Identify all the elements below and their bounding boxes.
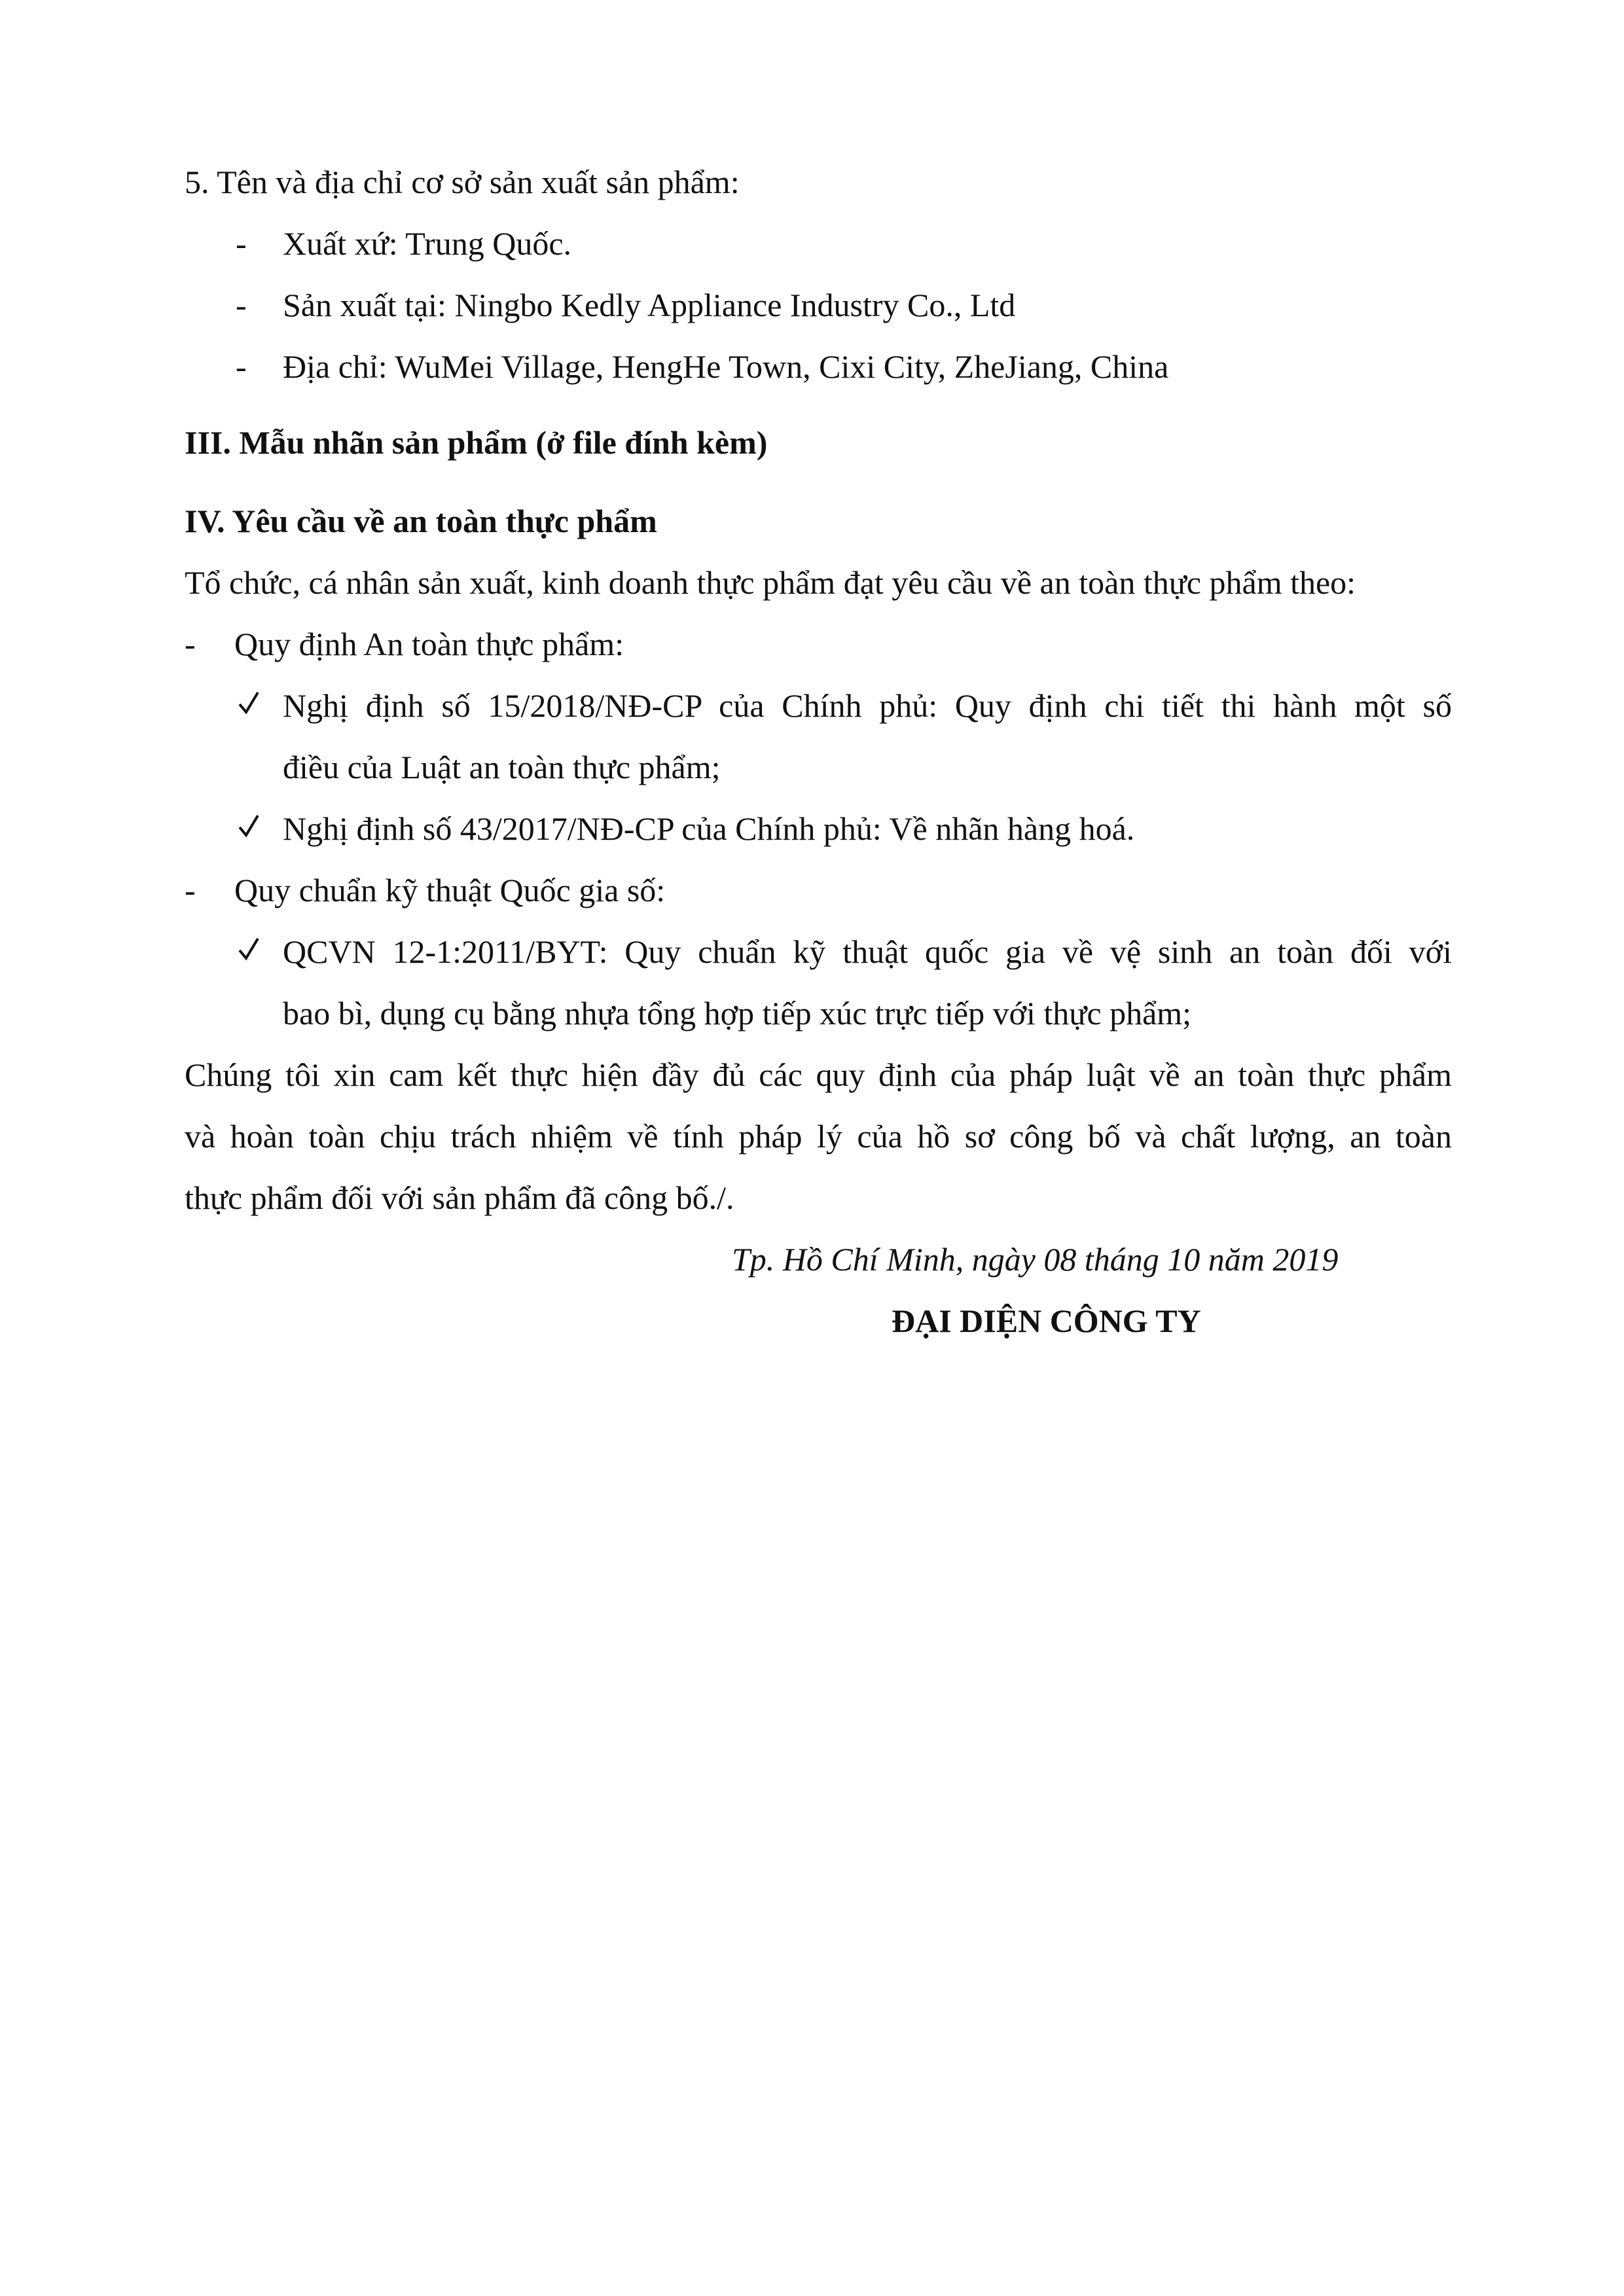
commitment-line3: thực phẩm đối với sản phẩm đã công bố./. <box>185 1179 734 1216</box>
check-mark-icon <box>238 690 259 716</box>
food-safety-regulation-label: Quy định An toàn thực phẩm: <box>234 626 624 662</box>
commitment-line1: Chúng tôi xin cam kết thực hiện đầy đủ các quy định của pháp luật về an toàn thực phẩm <box>185 1056 1452 1093</box>
bullet-dash: - <box>236 225 247 262</box>
company-representative-title: ĐẠI DIỆN CÔNG TY <box>892 1302 1201 1339</box>
bullet-dash: - <box>236 287 247 323</box>
origin-item: Xuất xứ: Trung Quốc. <box>283 225 572 262</box>
place-date: Tp. Hồ Chí Minh, ngày 08 tháng 10 năm 2019 <box>732 1241 1339 1278</box>
section3-heading: III. Mẫu nhãn sản phẩm (ở file đính kèm) <box>185 424 768 461</box>
address-item: Địa chỉ: WuMei Village, HengHe Town, Cixi City, ZheJiang, China <box>283 348 1169 385</box>
manufacturer-item: Sản xuất tại: Ningbo Kedly Appliance Industry Co., Ltd <box>283 287 1016 323</box>
section4-intro: Tổ chức, cá nhân sản xuất, kinh doanh thực phẩm đạt yêu cầu về an toàn thực phẩm theo: <box>185 564 1356 601</box>
decree-15-line2: điều của Luật an toàn thực phẩm; <box>283 749 721 785</box>
section5-heading: 5. Tên và địa chỉ cơ sở sản xuất sản phẩm: <box>185 164 740 200</box>
check-mark-icon <box>238 936 259 962</box>
technical-regulation-label: Quy chuẩn kỹ thuật Quốc gia số: <box>234 872 666 908</box>
bullet-dash: - <box>236 348 247 385</box>
section4-heading: IV. Yêu cầu về an toàn thực phẩm <box>185 503 657 539</box>
check-mark-icon <box>238 813 259 839</box>
commitment-line2: và hoàn toàn chịu trách nhiệm về tính pháp lý của hồ sơ công bố và chất lượng, an toàn <box>185 1118 1452 1155</box>
qcvn-line1: QCVN 12-1:2011/BYT: Quy chuẩn kỹ thuật quốc gia về vệ sinh an toàn đối với <box>283 933 1452 970</box>
decree-43-line1: Nghị định số 43/2017/NĐ-CP của Chính phủ: Về nhãn hàng hoá. <box>283 810 1135 847</box>
bullet-dash: - <box>185 872 196 908</box>
qcvn-line2: bao bì, dụng cụ bằng nhựa tổng hợp tiếp xúc trực tiếp với thực phẩm; <box>283 995 1192 1031</box>
bullet-dash: - <box>185 626 196 662</box>
decree-15-line1: Nghị định số 15/2018/NĐ-CP của Chính phủ: Quy định chi tiết thi hành một số <box>283 687 1452 724</box>
